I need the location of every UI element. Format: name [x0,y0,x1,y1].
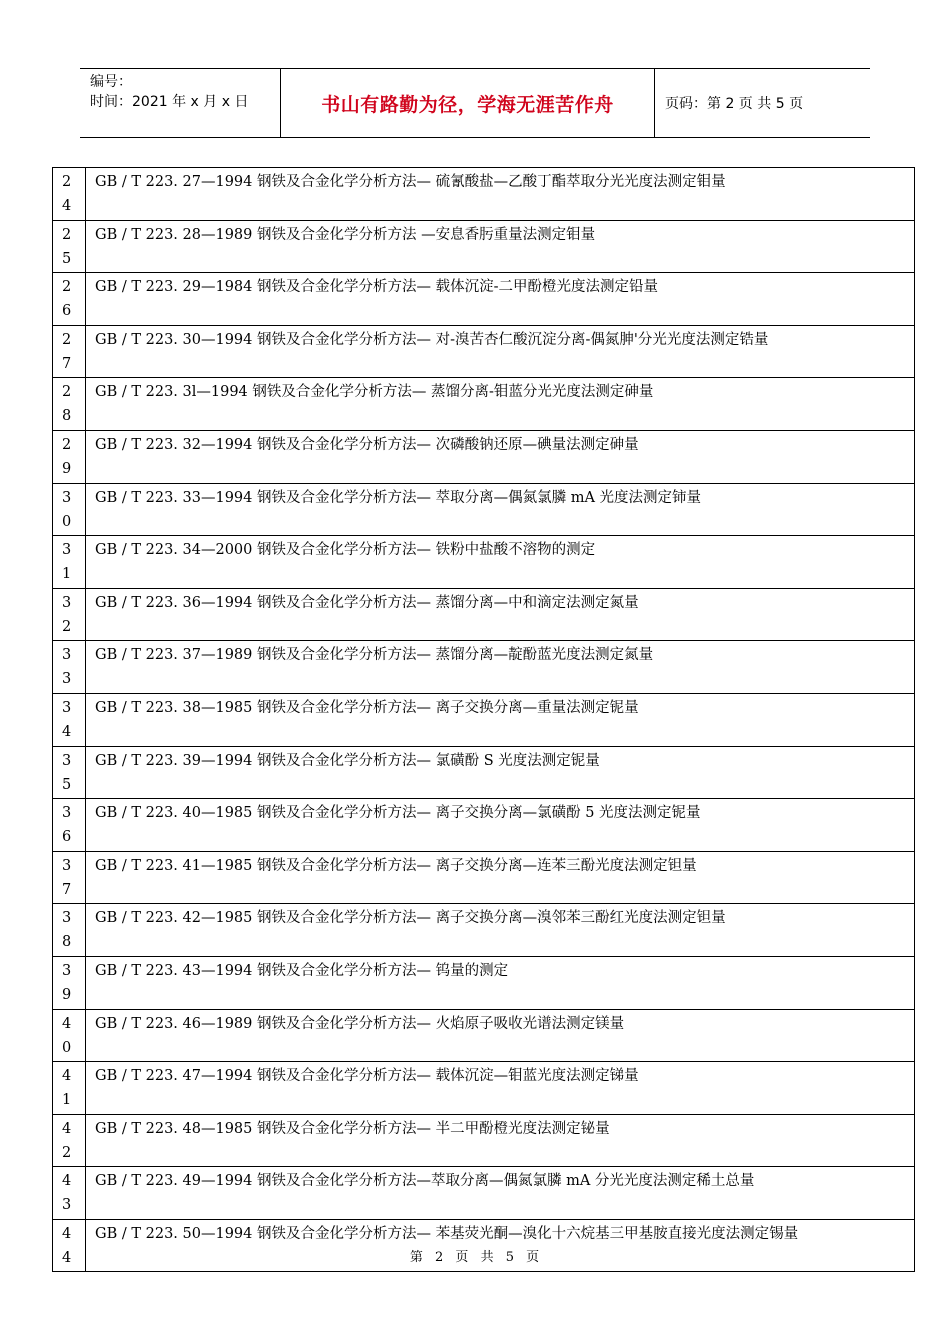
table-row [53,220,915,273]
row-number-digit: 4 [62,1249,72,1266]
footer-page-word: 第 [409,1250,424,1265]
row-number-digit: 3 [62,962,72,979]
row-number-digit: 0 [62,1039,72,1056]
standard-title: GB / T 223. 47—1994 钢铁及合金化学分析方法— 载体沉淀—钼蓝光度法测定锑量 [86,1062,915,1115]
row-number-digit: 2 [62,226,72,243]
standard-title: GB / T 223. 49—1994 钢铁及合金化学分析方法—萃取分离—偶氮氯膦 mA 分光光度法测定稀土总量 [86,1167,915,1220]
table-row [53,168,915,221]
row-number-digit: 6 [62,303,72,320]
row-number [53,1114,86,1167]
standard-title: GB / T 223. 38—1985 钢铁及合金化学分析方法— 离子交换分离—重量法测定铌量 [86,693,915,746]
standard-title: GB / T 223. 39—1994 钢铁及合金化学分析方法— 氯磺酚 S 光度法测定铌量 [86,746,915,799]
table-row [53,483,915,536]
row-number [53,483,86,536]
standard-title: GB / T 223. 46—1989 钢铁及合金化学分析方法— 火焰原子吸收光谱法测定镁量 [86,1009,915,1062]
row-number [53,220,86,273]
row-number [53,325,86,378]
row-number [53,588,86,641]
row-number-digit: 4 [62,723,72,740]
table-row [53,430,915,483]
row-number [53,1062,86,1115]
row-number-digit: 3 [62,752,72,769]
standard-title: GB / T 223. 32—1994 钢铁及合金化学分析方法— 次磷酸钠还原—碘量法测定砷量 [86,430,915,483]
page-header [80,68,870,138]
table-row [53,325,915,378]
row-number-digit: 3 [62,857,72,874]
table-row [53,273,915,326]
row-number-digit: 7 [62,881,72,898]
footer-total-num: 5 [505,1250,515,1265]
date-line: 时间：2021 年 x 月 x 日 [90,94,249,110]
row-number-digit: 2 [62,331,72,348]
row-number-digit: 2 [62,384,72,401]
row-number [53,799,86,852]
row-number [53,904,86,957]
footer-total-word: 共 [480,1250,495,1265]
table-row [53,956,915,1009]
table-row [53,693,915,746]
row-number-digit: 8 [62,408,72,425]
row-number-digit: 5 [62,250,72,267]
standard-title: GB / T 223. 29—1984 钢铁及合金化学分析方法— 载体沉淀-二甲酚橙光度法测定铅量 [86,273,915,326]
table-row [53,378,915,431]
footer-page-num: 2 [434,1250,445,1265]
table-row [53,851,915,904]
row-number-digit: 2 [62,1144,72,1161]
row-number-digit: 4 [62,1068,72,1085]
row-number [53,536,86,589]
row-number-digit: 2 [62,436,72,453]
standard-title: GB / T 223. 27—1994 钢铁及合金化学分析方法— 硫氰酸盐—乙酸丁酯萃取分光光度法测定钼量 [86,168,915,221]
table-row [53,746,915,799]
row-number [53,430,86,483]
row-number-digit: 6 [62,829,72,846]
row-number [53,851,86,904]
row-number-digit: 9 [62,986,72,1003]
row-number-digit: 1 [62,1092,72,1109]
standard-title: GB / T 223. 30—1994 钢铁及合金化学分析方法— 对-溴苦杏仁酸沉淀分离-偶氮胂'分光光度法测定锆量 [86,325,915,378]
row-number-digit: 4 [62,198,72,214]
serial-label: 编号： [90,74,132,90]
row-number [53,1167,86,1220]
row-number-digit: 2 [62,174,72,190]
row-number-digit: 4 [62,1015,72,1032]
header-page-info: 页码：第 2 页 共 5 页 [665,96,804,112]
row-number-digit: 3 [62,699,72,716]
row-number-digit: 4 [62,1173,72,1190]
row-number [53,168,86,221]
table-row [53,588,915,641]
row-number-digit: 2 [62,618,72,635]
row-number-digit: 1 [62,566,72,583]
table-row [53,1062,915,1115]
standard-title: GB / T 223. 40—1985 钢铁及合金化学分析方法— 离子交换分离—氯磺酚 5 光度法测定铌量 [86,799,915,852]
row-number [53,746,86,799]
table-row [53,641,915,694]
standard-title: GB / T 223. 42—1985 钢铁及合金化学分析方法— 离子交换分离—溴邻苯三酚红光度法测定钽量 [86,904,915,957]
standard-title: GB / T 223. 34—2000 钢铁及合金化学分析方法— 铁粉中盐酸不溶物的测定 [86,536,915,589]
standard-title: GB / T 223. 43—1994 钢铁及合金化学分析方法— 钨量的测定 [86,956,915,1009]
standard-title: GB / T 223. 33—1994 钢铁及合金化学分析方法— 萃取分离—偶氮氯膦 mA 光度法测定铈量 [86,483,915,536]
row-number-digit: 3 [62,594,72,611]
row-number-digit: 4 [62,1120,72,1137]
row-number-digit: 8 [62,934,72,951]
table-row [53,1167,915,1220]
standard-title: GB / T 223. 28—1989 钢铁及合金化学分析方法 —安息香肟重量法测定钼量 [86,220,915,273]
row-number [53,273,86,326]
row-number-digit: 3 [62,647,72,664]
footer-total-unit: 页 [526,1250,541,1265]
row-number-digit: 3 [62,910,72,927]
standard-title: GB / T 223. 48—1985 钢铁及合金化学分析方法— 半二甲酚橙光度法测定铋量 [86,1114,915,1167]
row-number [53,956,86,1009]
footer-page-unit: 页 [455,1250,470,1265]
table-row [53,799,915,852]
row-number-digit: 0 [62,513,72,530]
table-row [53,1114,915,1167]
row-number [53,378,86,431]
standard-title: GB / T 223. 41—1985 钢铁及合金化学分析方法— 离子交换分离—连苯三酚光度法测定钽量 [86,851,915,904]
header-motto: 书山有路勤为径，学海无涯苦作舟 [281,69,655,137]
row-number-digit: 3 [62,1197,72,1214]
row-number [53,641,86,694]
standard-title: GB / T 223. 3l—1994 钢铁及合金化学分析方法— 蒸馏分离-钼蓝分光光度法测定砷量 [86,378,915,431]
row-number-digit: 3 [62,542,72,559]
header-meta [80,69,281,137]
standard-title: GB / T 223. 36—1994 钢铁及合金化学分析方法— 蒸馏分离—中和滴定法测定氮量 [86,588,915,641]
row-number [53,693,86,746]
row-number-digit: 5 [62,776,72,793]
page-footer [0,1246,950,1265]
standard-title: GB / T 223. 50—1994 钢铁及合金化学分析方法— 苯基荧光酮—溴化十六烷基三甲基胺直接光度法测定锡量 [86,1219,915,1272]
row-number-digit: 9 [62,460,72,477]
standards-table [52,167,915,1272]
table-row [53,904,915,957]
row-number-digit: 4 [62,1225,72,1242]
table-row [53,536,915,589]
row-number [53,1009,86,1062]
table-row [53,1009,915,1062]
row-number-digit: 7 [62,355,72,372]
standard-title: GB / T 223. 37—1989 钢铁及合金化学分析方法— 蒸馏分离—靛酚蓝光度法测定氮量 [86,641,915,694]
row-number-digit: 3 [62,805,72,822]
row-number-digit: 3 [62,489,72,506]
row-number-digit: 2 [62,279,72,296]
row-number-digit: 3 [62,671,72,688]
